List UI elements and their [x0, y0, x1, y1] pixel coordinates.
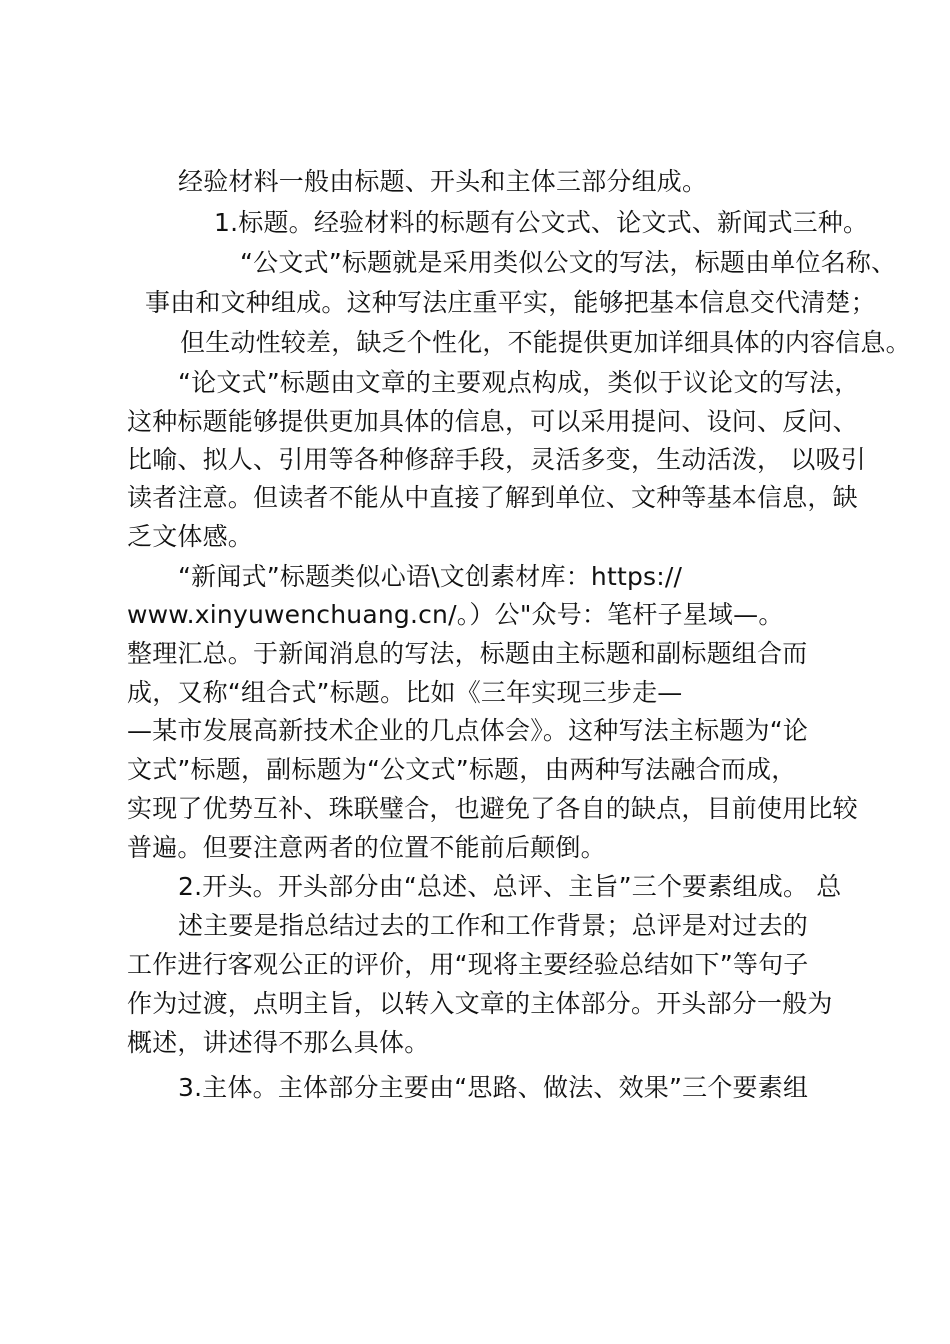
text-line: “新闻式”标题类似心语\文创素材库：https:// — [178, 562, 683, 591]
text-line: 述主要是指总结过去的工作和工作背景；总评是对过去的 — [178, 911, 809, 940]
text-line: 但生动性较差，缺乏个性化，不能提供更加详细具体的内容信息。 — [180, 328, 911, 357]
text-line: 比喻、拟人、引用等各种修辞手段，灵活多变，生动活泼， 以吸引 — [127, 445, 866, 474]
text-line: —某市发展高新技术企业的几点体会》。这种写法主标题为“论 — [127, 716, 809, 745]
text-line: 3.主体。主体部分主要由“思路、做法、效果”三个要素组 — [178, 1073, 809, 1102]
text-line: 事由和文种组成。这种写法庄重平实，能够把基本信息交代清楚； — [145, 288, 876, 317]
text-line: 成，又称“组合式”标题。比如《三年实现三步走— — [127, 678, 683, 707]
text-line: 经验材料一般由标题、开头和主体三部分组成。 — [178, 167, 708, 196]
text-line: 实现了优势互补、珠联璧合，也避免了各自的缺点，目前使用比较 — [127, 794, 858, 823]
text-line: 文式”标题，副标题为“公文式”标题，由两种写法融合而成， — [127, 755, 797, 784]
text-line: 2.开头。开头部分由“总述、总评、主旨”三个要素组成。 总 — [178, 872, 842, 901]
text-line: 读者注意。但读者不能从中直接了解到单位、文种等基本信息，缺 — [127, 483, 858, 512]
text-line: 乏文体感。 — [127, 522, 254, 551]
text-line: www.xinyuwenchuang.cn/。）公"众号：笔杆子星域—。 — [127, 600, 784, 629]
text-line: 概述，讲述得不那么具体。 — [127, 1028, 430, 1057]
text-line: “论文式”标题由文章的主要观点构成，类似于议论文的写法， — [178, 368, 860, 397]
text-line: 这种标题能够提供更加具体的信息，可以采用提问、设问、反问、 — [127, 407, 858, 436]
text-line: “公文式”标题就是采用类似公文的写法，标题由单位名称、 — [240, 248, 897, 277]
text-line: 工作进行客观公正的评价，用“现将主要经验总结如下”等句子 — [127, 950, 809, 979]
text-line: 普遍。但要注意两者的位置不能前后颠倒。 — [127, 833, 606, 862]
text-line: 整理汇总。于新闻消息的写法，标题由主标题和副标题组合而 — [127, 639, 808, 668]
text-line: 作为过渡，点明主旨，以转入文章的主体部分。开头部分一般为 — [127, 989, 833, 1018]
text-line: 1.标题。经验材料的标题有公文式、论文式、新闻式三种。 — [214, 208, 869, 237]
